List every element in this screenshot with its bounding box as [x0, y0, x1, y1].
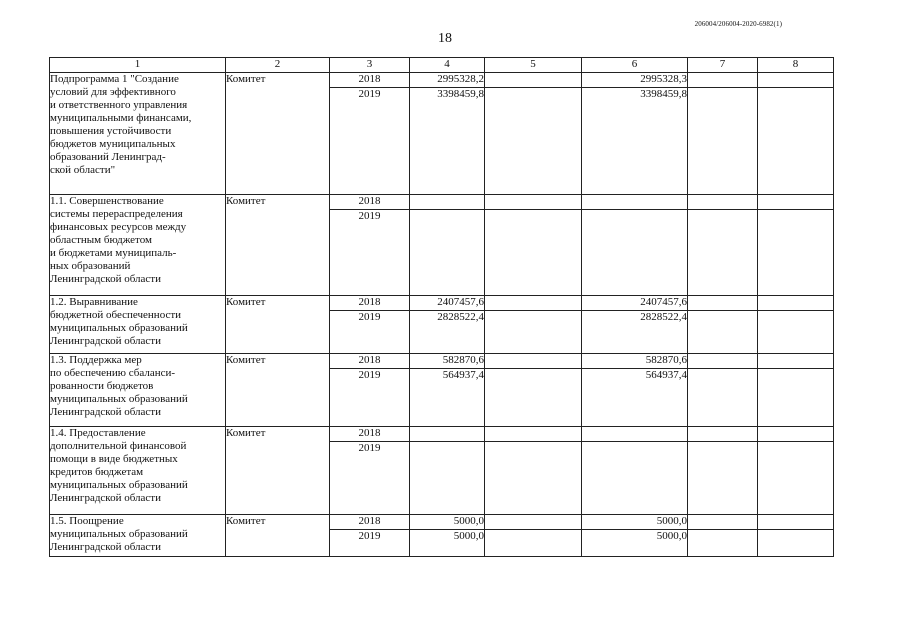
- amount-cell: 2407457,6: [410, 296, 485, 311]
- year-cell: 2019: [330, 311, 410, 354]
- amount-cell: [758, 210, 834, 296]
- column-header: 2: [226, 58, 330, 73]
- amount-cell: 582870,6: [410, 354, 485, 369]
- year-cell: 2019: [330, 210, 410, 296]
- executor: Комитет: [226, 427, 330, 515]
- amount-cell: 564937,4: [410, 369, 485, 427]
- year-cell: 2018: [330, 296, 410, 311]
- amount-cell: [758, 354, 834, 369]
- year-cell: 2018: [330, 195, 410, 210]
- amount-cell: 2828522,4: [410, 311, 485, 354]
- amount-cell: [758, 296, 834, 311]
- amount-cell: [688, 369, 758, 427]
- table-row: [50, 296, 834, 311]
- year-cell: 2019: [330, 442, 410, 515]
- amount-cell: [410, 427, 485, 442]
- amount-cell: 2995328,2: [410, 73, 485, 88]
- amount-cell: 3398459,8: [582, 88, 688, 195]
- program-name: 1.4. Предоставление дополнительной финансовой помощи в виде бюджетных кредитов бюджетам муниципальных образований Ленинградской области: [50, 427, 226, 515]
- amount-cell: 5000,0: [410, 530, 485, 557]
- year-cell: 2019: [330, 530, 410, 557]
- column-header: 6: [582, 58, 688, 73]
- amount-cell: [485, 210, 582, 296]
- amount-cell: [688, 88, 758, 195]
- amount-cell: [688, 354, 758, 369]
- amount-cell: [688, 195, 758, 210]
- year-cell: 2018: [330, 427, 410, 442]
- amount-cell: 2407457,6: [582, 296, 688, 311]
- amount-cell: [410, 195, 485, 210]
- column-header: 4: [410, 58, 485, 73]
- table-row: [50, 195, 834, 210]
- amount-cell: [758, 515, 834, 530]
- column-header: 5: [485, 58, 582, 73]
- amount-cell: [758, 73, 834, 88]
- amount-cell: [485, 354, 582, 369]
- amount-cell: [582, 195, 688, 210]
- amount-cell: 5000,0: [582, 515, 688, 530]
- column-header: 3: [330, 58, 410, 73]
- amount-cell: [485, 369, 582, 427]
- table-row: [50, 515, 834, 530]
- amount-cell: 582870,6: [582, 354, 688, 369]
- year-cell: 2018: [330, 354, 410, 369]
- executor: Комитет: [226, 296, 330, 354]
- amount-cell: [758, 442, 834, 515]
- amount-cell: [485, 311, 582, 354]
- amount-cell: [688, 442, 758, 515]
- column-number-row: [50, 58, 834, 73]
- program-name: 1.5. Поощрение муниципальных образований Ленинградской области: [50, 515, 226, 557]
- table-row: [50, 354, 834, 369]
- amount-cell: [688, 311, 758, 354]
- amount-cell: [485, 442, 582, 515]
- document-id: 206004/206004-2020-6982(1): [694, 20, 782, 28]
- program-name: 1.1. Совершенствование системы перераспределения финансовых ресурсов между областным бюджетом и бюджетами муниципаль- ных образований Ленинградской области: [50, 195, 226, 296]
- amount-cell: [582, 210, 688, 296]
- page-number: 18: [438, 31, 452, 46]
- amount-cell: [485, 88, 582, 195]
- amount-cell: 564937,4: [582, 369, 688, 427]
- amount-cell: [485, 427, 582, 442]
- amount-cell: [485, 515, 582, 530]
- program-name: 1.3. Поддержка мер по обеспечению сбаланси- рованности бюджетов муниципальных образований Ленинградской области: [50, 354, 226, 427]
- column-header: 7: [688, 58, 758, 73]
- amount-cell: [758, 195, 834, 210]
- year-cell: 2019: [330, 369, 410, 427]
- amount-cell: [758, 88, 834, 195]
- amount-cell: [582, 427, 688, 442]
- amount-cell: [485, 296, 582, 311]
- amount-cell: [410, 442, 485, 515]
- amount-cell: [688, 530, 758, 557]
- amount-cell: [688, 73, 758, 88]
- amount-cell: 5000,0: [410, 515, 485, 530]
- year-cell: 2018: [330, 515, 410, 530]
- amount-cell: [758, 369, 834, 427]
- program-name: Подпрограмма 1 "Создание условий для эффективного и ответственного управления муниципальными финансами, повышения устойчивости бюджетов муниципальных образований Ленинград- ской области": [50, 73, 226, 195]
- amount-cell: [410, 210, 485, 296]
- amount-cell: [688, 296, 758, 311]
- amount-cell: [485, 73, 582, 88]
- amount-cell: [758, 311, 834, 354]
- amount-cell: [582, 442, 688, 515]
- amount-cell: 2828522,4: [582, 311, 688, 354]
- amount-cell: 5000,0: [582, 530, 688, 557]
- column-header: 1: [50, 58, 226, 73]
- year-cell: 2019: [330, 88, 410, 195]
- amount-cell: 2995328,3: [582, 73, 688, 88]
- executor: Комитет: [226, 73, 330, 195]
- amount-cell: [485, 195, 582, 210]
- table-row: [50, 73, 834, 88]
- column-header: 8: [758, 58, 834, 73]
- amount-cell: [758, 530, 834, 557]
- year-cell: 2018: [330, 73, 410, 88]
- table-row: [50, 427, 834, 442]
- executor: Комитет: [226, 354, 330, 427]
- amount-cell: [688, 210, 758, 296]
- amount-cell: [688, 515, 758, 530]
- executor: Комитет: [226, 515, 330, 557]
- program-name: 1.2. Выравнивание бюджетной обеспеченности муниципальных образований Ленинградской области: [50, 296, 226, 354]
- executor: Комитет: [226, 195, 330, 296]
- amount-cell: [485, 530, 582, 557]
- amount-cell: [758, 427, 834, 442]
- budget-table: [49, 57, 834, 557]
- amount-cell: [688, 427, 758, 442]
- amount-cell: 3398459,8: [410, 88, 485, 195]
